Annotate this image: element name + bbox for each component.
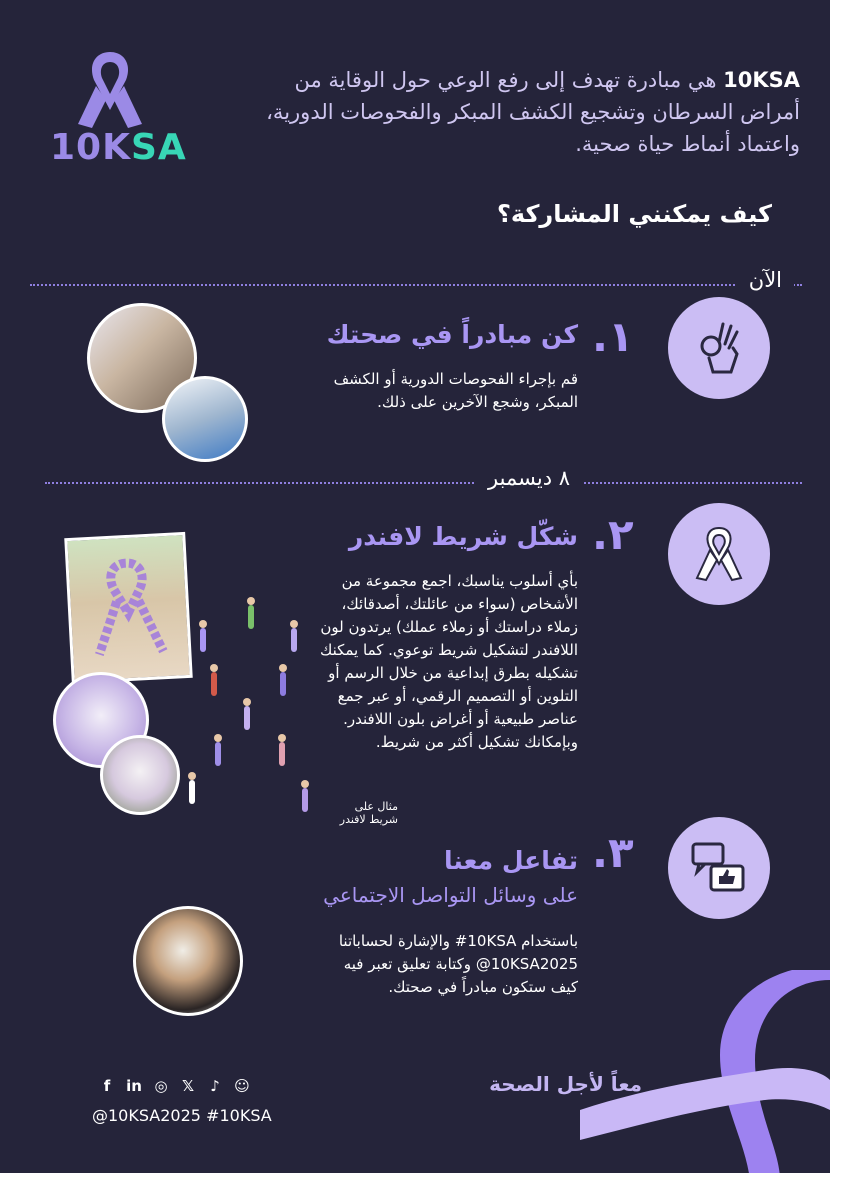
step-3-icon-circle	[668, 817, 770, 919]
section-label-december: ٨ ديسمبر	[476, 466, 582, 490]
step-3-photo-woman-tablet	[133, 906, 243, 1016]
person-figure	[302, 788, 308, 812]
instagram-icon[interactable]: ◎	[154, 1077, 168, 1095]
intro-brand: 10KSA	[723, 68, 800, 92]
step-3-number: .٣	[592, 828, 634, 877]
section-label-now: الآن	[737, 268, 794, 292]
logo	[50, 48, 187, 170]
person-figure	[189, 780, 195, 804]
footer-handles: @10KSA2025 #10KSA	[92, 1106, 272, 1125]
person-figure	[248, 605, 254, 629]
step-2-photo-drawn-ribbon	[100, 735, 180, 815]
intro-paragraph	[240, 64, 800, 160]
tiktok-icon[interactable]: ♪	[210, 1077, 220, 1095]
ribbon-example-note: مثال على شريط لافندر	[339, 800, 398, 826]
step-3-title: تفاعل معنا	[443, 846, 578, 875]
person-figure	[280, 672, 286, 696]
logo-text-accent: SA	[131, 127, 187, 168]
step-3-subtitle: على وسائل التواصل الاجتماعي	[323, 883, 578, 907]
ribbon-logo-icon	[74, 48, 146, 130]
person-figure	[291, 628, 297, 652]
person-figure	[244, 706, 250, 730]
person-figure	[215, 742, 221, 766]
social-icons	[96, 1076, 266, 1100]
ribbon-people-formation	[78, 551, 179, 666]
step-1-title: كن مبادراً في صحتك	[326, 320, 578, 349]
linkedin-icon[interactable]: in	[126, 1077, 142, 1095]
person-figure	[279, 742, 285, 766]
step-1-icon-circle	[668, 297, 770, 399]
footer-slogan: معاً لأجل الصحة	[489, 1072, 642, 1096]
ribbon-icon	[689, 524, 749, 584]
divider-now	[30, 284, 802, 286]
ok-hand-icon	[689, 318, 749, 378]
step-2-icon-circle	[668, 503, 770, 605]
step-1-number: .١	[592, 312, 634, 361]
intro-text: هي مبادرة تهدف إلى رفع الوعي حول الوقاية من أمراض السرطان وتشجيع الكشف المبكر والفحوصات الدورية، واعتماد أنماط حياة صحية.	[266, 68, 800, 156]
step-1-body: قم بإجراء الفحوصات الدورية أو الكشف المبكر، وشجع الآخرين على ذلك.	[333, 370, 578, 411]
x-icon[interactable]: 𝕏	[181, 1077, 195, 1095]
step-3-body: باستخدام 10KSA# والإشارة لحساباتنا 10KSA2025@ وكتابة تعليق تعبر فيه كيف ستكون مبادراً في صحتك.	[338, 932, 578, 996]
facebook-icon[interactable]: f	[103, 1077, 111, 1095]
step-2-number: .٢	[592, 510, 634, 559]
logo-text-main: 10K	[50, 127, 131, 168]
person-figure	[211, 672, 217, 696]
how-to-participate-heading: كيف يمكنني المشاركة؟	[497, 200, 772, 228]
chat-like-icon	[689, 838, 749, 898]
step-1-photo-xray	[162, 376, 248, 462]
step-2-photo-group-ribbon	[64, 532, 192, 684]
step-2-title: شكّل شريط لافندر	[348, 522, 578, 551]
logo-text	[50, 127, 187, 168]
person-figure	[200, 628, 206, 652]
divider-december	[45, 482, 802, 484]
snapchat-icon[interactable]: ☺	[234, 1077, 250, 1095]
step-2-body: بأي أسلوب يناسبك، اجمع مجموعة من الأشخاص (سواء من عائلتك، أصدقائك، زملاء دراستك أو زملاء عملك) يرتدون لون اللافندر لتشكيل شريط توعوي. كما يمكنك تشكيله بطرق إبداعية من خلال الرسم أو التلوين أو التصميم الرقمي، أو عبر جمع عناصر طبيعية أو أغراض بلون اللافندر. وبإمكانك تشكيل أكثر من شريط.	[319, 572, 578, 751]
